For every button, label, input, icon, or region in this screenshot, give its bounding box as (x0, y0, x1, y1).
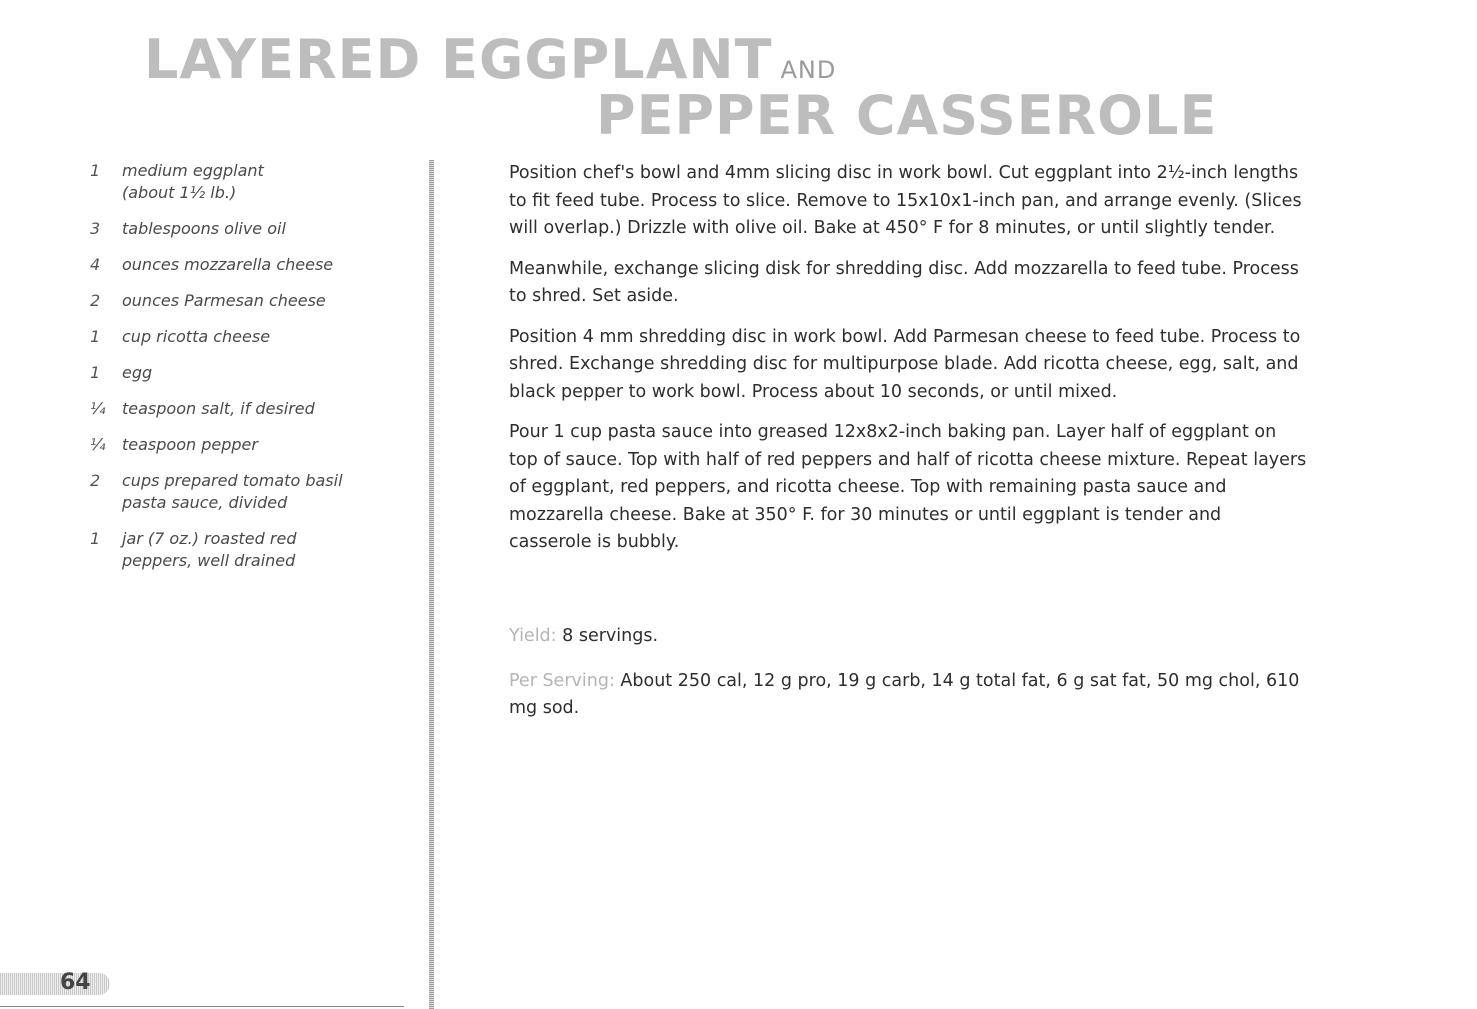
ingredient-quantity: 4 (90, 255, 101, 274)
ingredient-line: (about 1½ lb.) (122, 183, 237, 202)
nutrition-note (509, 668, 1309, 723)
recipe-title-line-2: PEPPER CASSEROLE (596, 84, 1218, 147)
ingredient-item (90, 528, 420, 572)
ingredient-description (122, 160, 264, 204)
method-steps (509, 160, 1309, 570)
ingredient-line: cup ricotta cheese (122, 327, 271, 346)
ingredient-description (122, 470, 343, 514)
recipe-notes (509, 623, 1309, 740)
ingredient-line: egg (122, 363, 153, 382)
recipe-title-connector: AND (780, 56, 837, 84)
ingredient-item (90, 326, 420, 348)
ingredient-item (90, 362, 420, 384)
ingredient-description (122, 362, 152, 384)
ingredient-item (90, 160, 420, 204)
ingredient-item (90, 290, 420, 312)
yield-note (509, 623, 1309, 651)
ingredient-quantity: 1 (90, 327, 101, 346)
ingredient-quantity: 1 (90, 363, 101, 382)
ingredient-item (90, 218, 420, 240)
ingredient-quantity: 3 (90, 219, 101, 238)
ingredient-line: cups prepared tomato basil (122, 471, 343, 490)
ingredient-line: ounces Parmesan cheese (122, 291, 326, 310)
ingredient-description (122, 434, 258, 456)
ingredient-line: medium eggplant (122, 161, 264, 180)
page-number-band (0, 973, 110, 995)
method-step: Meanwhile, exchange slicing disk for shredding disc. Add mozzarella to feed tube. Process to shred. Set aside. (509, 258, 1299, 306)
ingredient-quantity: 2 (90, 291, 101, 310)
ingredient-item (90, 470, 420, 514)
ingredient-description (122, 218, 286, 240)
ingredient-description (122, 398, 315, 420)
method-step: Position chef's bowl and 4mm slicing disc in work bowl. Cut eggplant into 2½-inch lengths to fit feed tube. Process to slice. Remove to 15x10x1-inch pan, and arrange evenly. (Slices will overlap.) Drizzle with olive oil. Bake at 450° F for 8 minutes, or until slightly tender. (509, 163, 1302, 238)
bottom-rule (0, 1006, 404, 1007)
ingredient-description (122, 254, 333, 276)
yield-label: Yield: (509, 626, 557, 646)
ingredient-list (90, 160, 420, 586)
recipe-title-main: LAYERED EGGPLANT (144, 28, 773, 91)
ingredient-quantity: ¼ (90, 399, 106, 418)
ingredient-line: peppers, well drained (122, 551, 296, 570)
ingredient-description (122, 290, 326, 312)
ingredient-line: tablespoons olive oil (122, 219, 286, 238)
per-serving-label: Per Serving: (509, 670, 615, 691)
method-step: Pour 1 cup pasta sauce into greased 12x8x2-inch baking pan. Layer half of eggplant on top of sauce. Top with half of red peppers and half of ricotta cheese mixture. Repeat layers of eggplant, red peppers, and ricotta cheese. Top with remaining pasta sauce and mozzarella cheese. Bake at 350° F. for 30 minutes or until eggplant is tender and casserole is bubbly. (509, 422, 1307, 552)
ingredient-description (122, 326, 270, 348)
ingredient-line: jar (7 oz.) roasted red (122, 529, 297, 548)
ingredient-quantity: 1 (90, 529, 101, 548)
per-serving-value: About 250 cal, 12 g pro, 19 g carb, 14 g total fat, 6 g sat fat, 50 mg chol, 610 mg sod. (509, 670, 1300, 718)
column-divider (429, 160, 434, 1009)
ingredient-line: teaspoon salt, if desired (122, 399, 315, 418)
ingredient-line: pasta sauce, divided (122, 493, 288, 512)
yield-value: 8 servings. (562, 626, 659, 646)
method-step: Position 4 mm shredding disc in work bowl. Add Parmesan cheese to feed tube. Process to shred. Exchange shredding disc for multipurpose blade. Add ricotta cheese, egg, salt, and black pepper to work bowl. Process about 10 seconds, or until mixed. (509, 326, 1301, 402)
ingredient-line: teaspoon pepper (122, 435, 258, 454)
ingredient-line: ounces mozzarella cheese (122, 255, 334, 274)
ingredient-item (90, 254, 420, 276)
ingredient-item (90, 434, 420, 456)
ingredient-quantity: 2 (90, 471, 101, 490)
ingredient-description (122, 528, 296, 572)
ingredient-item (90, 398, 420, 420)
page-number: 64 (60, 970, 91, 995)
ingredient-quantity: 1 (90, 161, 101, 180)
ingredient-quantity: ¼ (90, 435, 106, 454)
